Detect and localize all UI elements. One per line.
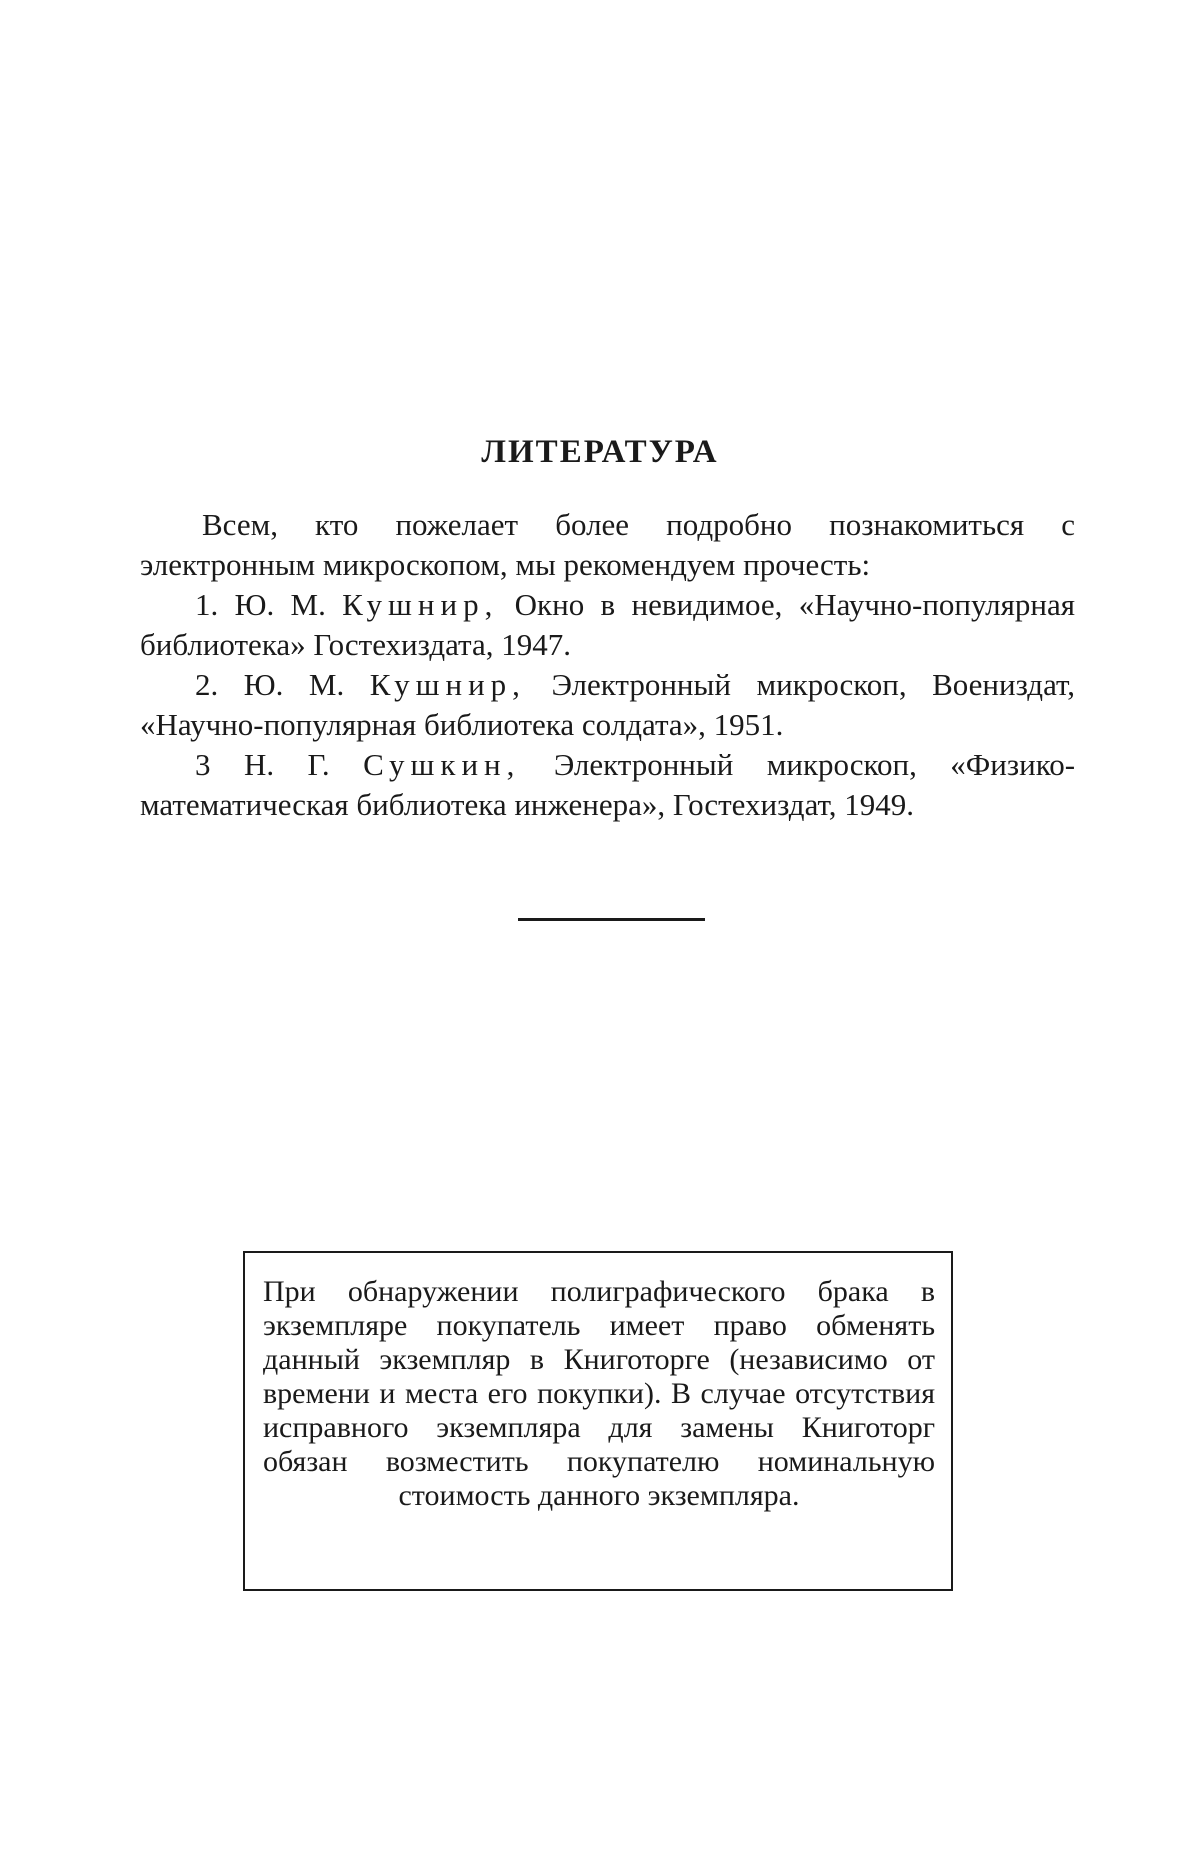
page-title: ЛИТЕРАТУРА: [481, 434, 719, 470]
reference-number: 3: [195, 747, 211, 782]
section-divider: [518, 918, 705, 921]
reference-item: [140, 745, 1075, 825]
reference-details: Электронный микроскоп, Воениздат, «Научно-популярная библиотека солдата», 1951.: [140, 667, 1075, 742]
reference-author: Кушнир,: [342, 587, 499, 622]
defect-notice-text: При обнаружении полиграфического брака в экземпляре покупатель имеет право обменять данный экземпляр в Книготорге (независимо от времени и места его покупки). В случае отсутствия исправного экземпляра для замены Книготорг обязан возместить покупателю номинальную стоимость данного экземпляра.: [263, 1275, 935, 1512]
reference-number: 2.: [195, 667, 219, 702]
reference-item: [140, 585, 1075, 665]
reference-item: [140, 665, 1075, 745]
reference-details: Электронный микроскоп, «Физико-математическая библиотека инженера», Гостехиздат, 1949.: [140, 747, 1076, 822]
reference-author: Сушкин,: [363, 747, 521, 782]
reference-initials: Н. Г.: [243, 747, 330, 782]
reference-initials: Ю. М.: [243, 667, 345, 702]
intro-paragraph: Всем, кто пожелает более подробно познакомиться с электронным микроскопом, мы рекомендуем прочесть:: [140, 507, 1075, 582]
defect-notice-box: [243, 1251, 953, 1591]
reference-initials: Ю. М.: [234, 587, 326, 622]
reference-number: 1.: [195, 587, 219, 622]
reference-author: Кушнир,: [369, 667, 526, 702]
reference-details: Окно в невидимое, «Научно-популярная библиотека» Гостехиздата, 1947.: [140, 587, 1075, 662]
